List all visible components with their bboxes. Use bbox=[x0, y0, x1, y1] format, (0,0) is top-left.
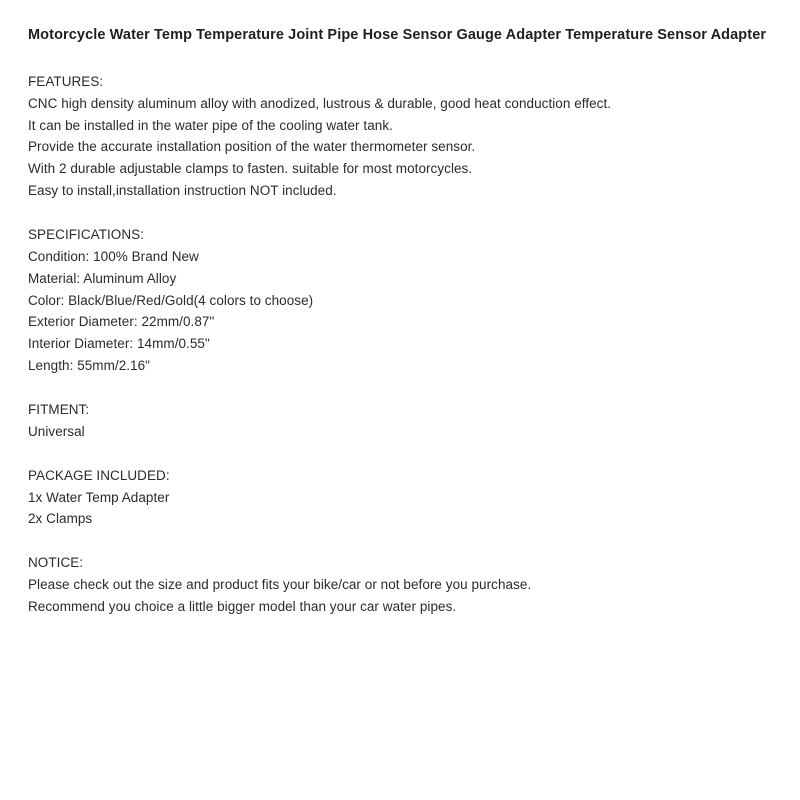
specification-line: Material: Aluminum Alloy bbox=[28, 270, 177, 286]
fitment-line: Universal bbox=[28, 423, 85, 439]
section-heading: PACKAGE INCLUDED: bbox=[28, 467, 170, 483]
package-line: 1x Water Temp Adapter bbox=[28, 489, 170, 505]
notice-line: Please check out the size and product fits your bike/car or not before you purchase. bbox=[28, 577, 532, 593]
feature-line: With 2 durable adjustable clamps to fasten. suitable for most motorcycles. bbox=[28, 161, 473, 177]
section-heading: SPECIFICATIONS: bbox=[28, 227, 145, 242]
feature-line: CNC high density aluminum alloy with anodized, lustrous & durable, good heat conduction effect. bbox=[28, 95, 612, 111]
specification-line: Length: 55mm/2.16" bbox=[28, 358, 151, 374]
notice-line: Recommend you choice a little bigger model than your car water pipes. bbox=[28, 599, 457, 615]
section-heading: FITMENT: bbox=[28, 402, 90, 418]
section-heading: FEATURES: bbox=[28, 73, 104, 89]
section-features bbox=[28, 71, 772, 202]
specification-line: Interior Diameter: 14mm/0.55" bbox=[28, 336, 210, 352]
section-fitment bbox=[28, 399, 772, 443]
section-specifications bbox=[28, 224, 772, 377]
section-package-included bbox=[28, 465, 772, 531]
section-heading: NOTICE: bbox=[28, 555, 84, 571]
section-notice bbox=[28, 552, 772, 618]
feature-line: It can be installed in the water pipe of the cooling water tank. bbox=[28, 117, 393, 133]
specification-line: Exterior Diameter: 22mm/0.87" bbox=[28, 314, 215, 330]
feature-line: Provide the accurate installation position of the water thermometer sensor. bbox=[28, 139, 476, 155]
specification-line: Condition: 100% Brand New bbox=[28, 248, 199, 264]
specification-line: Color: Black/Blue/Red/Gold(4 colors to choose) bbox=[28, 292, 314, 308]
package-line: 2x Clamps bbox=[28, 511, 93, 527]
page-title: Motorcycle Water Temp Temperature Joint Pipe Hose Sensor Gauge Adapter Temperature Sensor Adapter bbox=[28, 27, 767, 43]
feature-line: Easy to install,installation instruction NOT included. bbox=[28, 183, 337, 199]
